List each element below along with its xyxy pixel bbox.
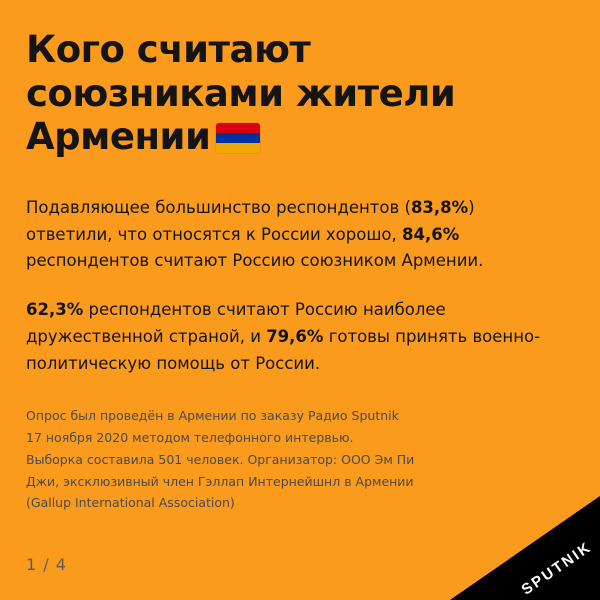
note-line: 17 ноября 2020 методом телефонного интервью. xyxy=(26,430,354,445)
logo-text: SPUTNIK xyxy=(518,538,595,599)
stat-value: 62,3% xyxy=(26,300,84,320)
methodology-note xyxy=(26,405,486,514)
headline-line-1: Кого считают xyxy=(26,28,311,71)
paragraph-1 xyxy=(26,195,546,275)
text-run: Подавляющее большинство респондентов ( xyxy=(26,197,411,217)
note-line: (Gallup International Association) xyxy=(26,495,235,511)
stat-value: 83,8% xyxy=(410,197,469,217)
text-run: ) ответили, что относятся к России хорошо, xyxy=(26,197,475,244)
note-line: Джи, эксклюзивный член Гэллап Интернейшнл в Армении xyxy=(26,473,414,489)
headline-line-3: Армении xyxy=(26,115,211,159)
text-run: респондентов считают Россию союзником Армении. xyxy=(26,251,484,271)
body-text xyxy=(26,195,546,377)
text-run: респондентов считают Россию наиболее дружественной страной, и xyxy=(26,300,446,346)
armenia-flag-icon xyxy=(216,123,260,153)
stat-value: 84,6% xyxy=(402,224,460,244)
headline-line-2: союзниками жители xyxy=(26,71,456,115)
stat-value: 79,6% xyxy=(266,326,324,346)
note-line: Выборка составила 501 человек. Организатор: ООО Эм Пи xyxy=(26,451,415,467)
sputnik-logo xyxy=(450,496,600,600)
page-title xyxy=(26,24,571,159)
text-run: готовы принять военно-политическую помощь от России. xyxy=(26,326,541,373)
note-line: Опрос был проведён в Армении по заказу Радио Sputnik xyxy=(26,408,399,424)
paragraph-2 xyxy=(26,297,546,377)
slide-counter: 1 / 4 xyxy=(26,555,67,574)
